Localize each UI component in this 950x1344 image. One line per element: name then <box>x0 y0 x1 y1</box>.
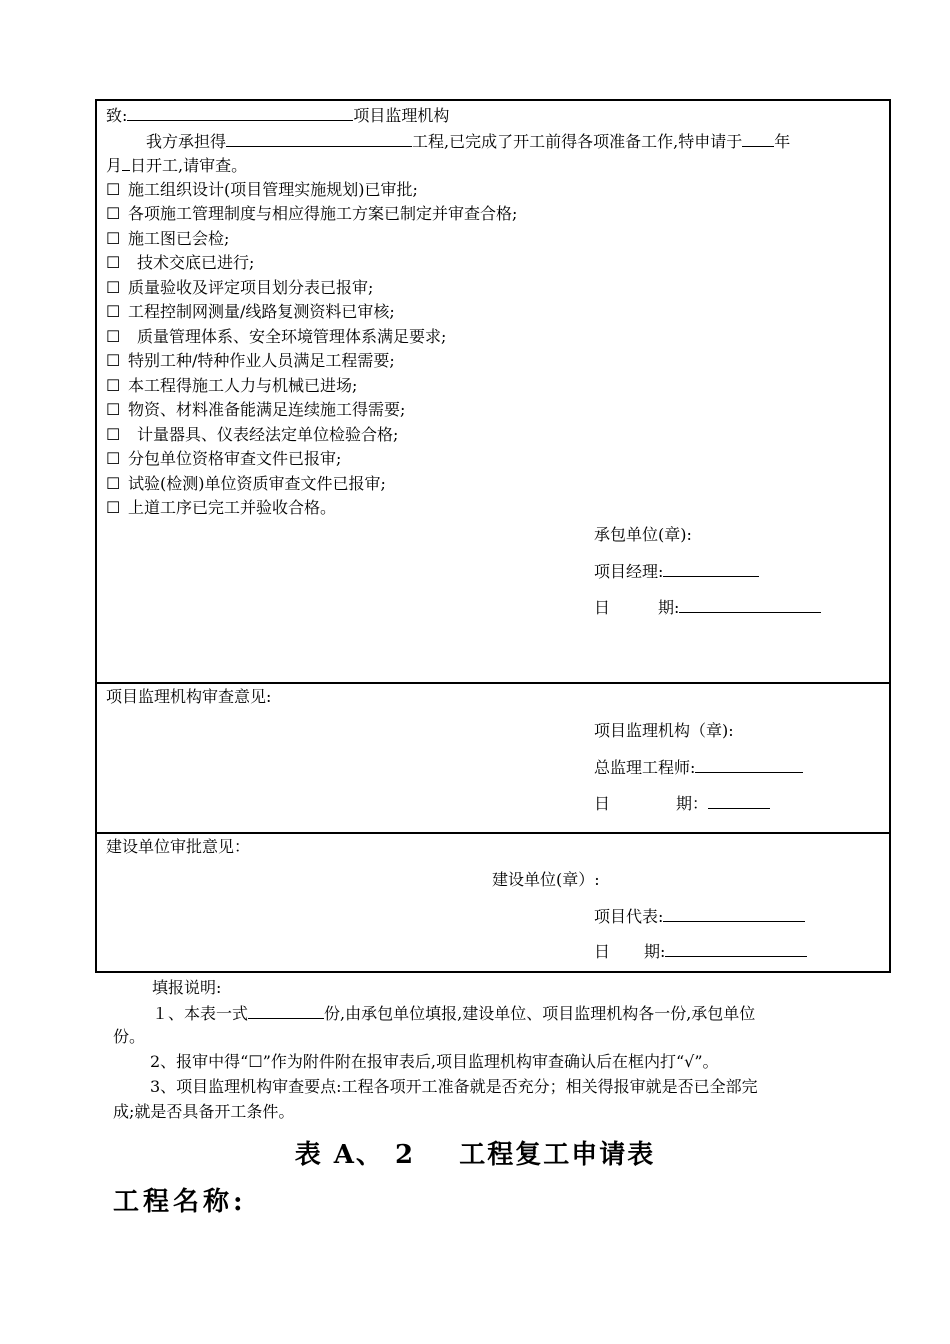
supervisor-date-line: 日 期： <box>594 793 770 814</box>
checklist-item[interactable]: ☐ 特别工种/特种作业人员满足工程需要; <box>106 351 395 370</box>
checklist-item[interactable]: ☐ 质量验收及评定项目划分表已报审; <box>106 278 374 297</box>
checklist-item[interactable]: ☐ 工程控制网测量/线路复测资料已审核; <box>106 302 395 321</box>
applicant-section <box>97 101 889 682</box>
checkbox[interactable]: ☐ <box>106 449 121 468</box>
to-suffix: 项目监理机构 <box>353 106 450 125</box>
checkbox[interactable]: ☐ <box>106 376 121 395</box>
chief-engineer-blank[interactable] <box>695 757 803 773</box>
owner-representative-blank[interactable] <box>663 906 805 922</box>
checkbox[interactable]: ☐ <box>106 180 121 199</box>
note-2: 2、报审中得“☐”作为附件附在报审表后,项目监理机构审查确认后在框内打“√”。 <box>150 1052 719 1071</box>
checkbox[interactable]: ☐ <box>106 302 121 321</box>
supervisor-opinion-heading: 项目监理机构审查意见: <box>106 687 272 706</box>
checkbox[interactable]: ☐ <box>106 204 121 223</box>
contractor-seal-label: 承包单位(章): <box>594 525 692 544</box>
checklist-item[interactable]: ☐ 上道工序已完工并验收合格。 <box>106 498 337 517</box>
checklist-item[interactable]: ☐ 试验(检测)单位资质审查文件已报审; <box>106 474 386 493</box>
supervisor-date-blank[interactable] <box>708 793 770 809</box>
checklist-item[interactable]: ☐ 各项施工管理制度与相应得施工方案已制定并审查合格; <box>106 204 518 223</box>
note-3-line2: 成;就是否具备开工条件。 <box>113 1102 295 1121</box>
copies-blank[interactable] <box>248 1003 324 1019</box>
owner-seal-label: 建设单位(章）: <box>492 870 600 889</box>
application-form <box>95 99 891 973</box>
project-manager-blank[interactable] <box>663 561 759 577</box>
addressee-line <box>106 105 449 126</box>
checkbox[interactable]: ☐ <box>106 278 121 297</box>
checkbox[interactable]: ☐ <box>106 253 121 272</box>
checklist-item[interactable]: ☐ 分包单位资格审查文件已报审; <box>106 449 342 468</box>
owner-approval-section <box>97 832 889 975</box>
note-1-line2: 份。 <box>113 1027 146 1046</box>
owner-representative-line: 项目代表: <box>594 906 805 927</box>
owner-date-blank[interactable] <box>665 941 807 957</box>
request-paragraph-line2: 月 日开工,请审查。 <box>106 156 248 175</box>
checklist-item[interactable]: ☐ 本工程得施工人力与机械已进场; <box>106 376 358 395</box>
applicant-date-line: 日 期: <box>594 597 821 618</box>
note-3-line1: 3、项目监理机构审查要点:工程各项开工准备就是否充分；相关得报审就是否已全部完 <box>150 1077 758 1096</box>
request-paragraph-line1: 我方承担得 工程,已完成了开工前得各项准备工作,特申请于 年 <box>146 132 791 151</box>
project-name-label: 工程名称: <box>113 1187 247 1217</box>
checklist-item[interactable]: ☐ 施工组织设计(项目管理实施规划)已审批; <box>106 180 418 199</box>
supervisor-seal-label: 项目监理机构（章): <box>594 721 734 740</box>
checklist-item[interactable]: ☐ 施工图已会检; <box>106 229 230 248</box>
to-label: 致: <box>106 106 128 125</box>
checkbox[interactable]: ☐ <box>106 327 121 346</box>
note-1-line1: １、本表一式 份,由承包单位填报,建设单位、项目监理机构各一份,承包单位 <box>152 1004 756 1023</box>
owner-opinion-heading: 建设单位审批意见： <box>106 837 251 856</box>
checklist-item[interactable]: ☐ 计量器具、仪表经法定单位检验合格; <box>106 425 399 444</box>
project-manager-line: 项目经理: <box>594 561 759 582</box>
checkbox[interactable]: ☐ <box>106 229 121 248</box>
year-blank[interactable] <box>742 131 774 147</box>
checkbox[interactable]: ☐ <box>106 474 121 493</box>
owner-date-line: 日 期: <box>594 941 807 962</box>
supervisor-review-section <box>97 682 889 834</box>
month-blank[interactable] <box>122 155 130 171</box>
applicant-date-blank[interactable] <box>679 597 821 613</box>
addressee-blank[interactable] <box>127 105 353 121</box>
checkbox[interactable]: ☐ <box>106 400 121 419</box>
checklist-item[interactable]: ☐ 技术交底已进行; <box>106 253 255 272</box>
next-form-title: 表 A、 2 工程复工申请表 <box>294 1140 656 1170</box>
checklist-item[interactable]: ☐ 物资、材料准备能满足连续施工得需要; <box>106 400 406 419</box>
checkbox[interactable]: ☐ <box>106 351 121 370</box>
notes-heading: 填报说明: <box>152 978 222 997</box>
chief-engineer-line: 总监理工程师: <box>594 757 803 778</box>
checkbox[interactable]: ☐ <box>106 498 121 517</box>
checkbox[interactable]: ☐ <box>106 425 121 444</box>
project-name-blank[interactable] <box>226 131 412 147</box>
checklist-item[interactable]: ☐ 质量管理体系、安全环境管理体系满足要求; <box>106 327 447 346</box>
